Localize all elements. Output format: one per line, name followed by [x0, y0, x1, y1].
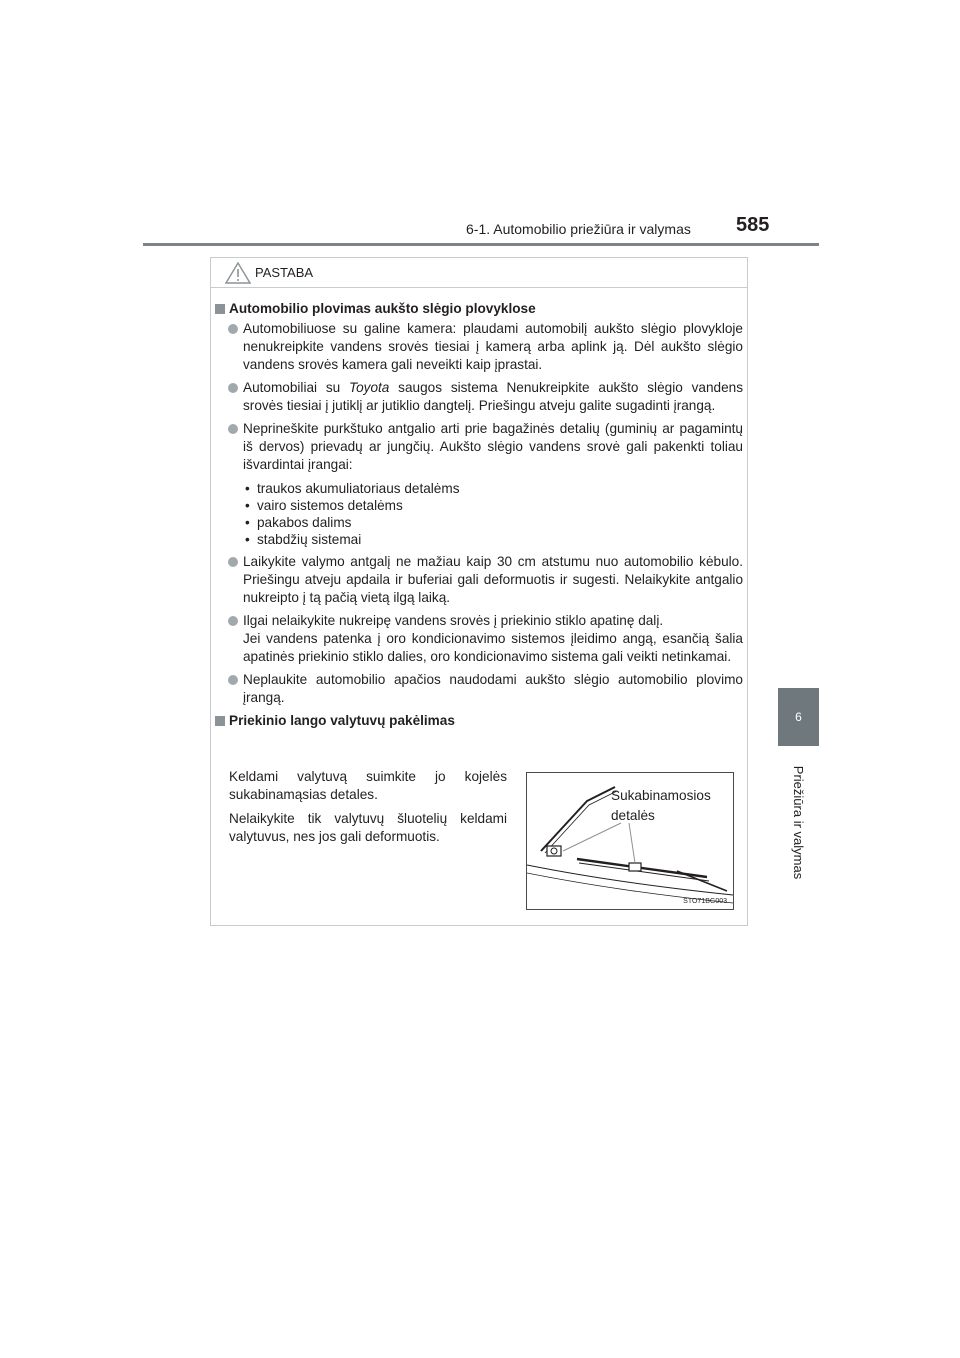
equipment-list [243, 480, 743, 548]
bullet-text: Neprineškite purkštuko antgalio arti prie bagažinės detalių (guminių ar pagamintų iš dervos) prievadų ar jungčių. Aukšto slėgio vandens srovė gali pakenkti toliau išvardintai įrangai: [243, 421, 743, 472]
side-tab-title-text: Priežiūra ir valymas [791, 765, 807, 879]
figure-callout-label [611, 786, 711, 826]
bullet-text-before: Automobiliai su [243, 380, 350, 395]
figure-code: STO71BG003 [683, 898, 727, 905]
section-title-wiper-lift [215, 712, 743, 730]
list-item: • traukos akumuliatoriaus detalėms [243, 480, 743, 497]
callout-line-1: Sukabinamosios [611, 788, 711, 803]
square-bullet-icon [215, 716, 225, 726]
circle-bullet-icon [228, 383, 238, 393]
section-title-text: Priekinio lango valytuvų pakėlimas [229, 713, 455, 728]
page-number: 585 [736, 214, 770, 236]
section-title-text: Automobilio plovimas aukšto slėgio plovyklose [229, 301, 536, 316]
list-item: • stabdžių sistemai [243, 531, 743, 548]
wiper-figure [526, 772, 734, 910]
bullet-text-after: saugos sistema Nenukreipkite aukšto slėgio vandens srovės tiesiai į jutiklį ar jutiklio dangtelį. Priešingu atveju galite sugadinti įrangą. [243, 380, 743, 413]
bullet-text-line2: Jei vandens patenka į oro kondicionavimo sistemos įleidimo angą, esančią šalia apatinės priekinio stiklo dalies, oro kondicionavimo sistema gali veikti netinkamai. [243, 631, 743, 664]
bullet-underbody [215, 671, 743, 707]
circle-bullet-icon [228, 557, 238, 567]
wiper-paragraph-2: Nelaikykite tik valytuvų šluotelių keldami valytuvus, nes jos gali deformuotis. [229, 811, 507, 844]
brand-name: Toyota [349, 380, 390, 395]
bullet-keep-distance [215, 553, 743, 607]
notice-header [211, 258, 747, 288]
wiper-instructions [229, 768, 507, 852]
side-tab-chapter-title [778, 752, 819, 892]
list-item: • pakabos dalims [243, 514, 743, 531]
bullet-text: Neplaukite automobilio apačios naudodami aukšto slėgio automobilio plovimo įrangą. [243, 672, 743, 705]
bullet-toyota-safety [215, 379, 743, 415]
header-rule [143, 243, 819, 246]
square-bullet-icon [215, 304, 225, 314]
notice-content [215, 300, 743, 732]
bullet-text: Laikykite valymo antgalį ne mažiau kaip 30 cm atstumu nuo automobilio kėbulo. Priešingu atveju apdaila ir buferiai gali deformuotis ir sugesti. Nelaikykite antgalio nukreipto į tą pačią vietą ilgą laiką. [243, 554, 743, 605]
section-title-high-pressure-wash [215, 300, 743, 318]
bullet-rear-camera [215, 320, 743, 374]
notice-box [210, 257, 748, 926]
bullet-nozzle-distance [215, 420, 743, 548]
callout-line-2: detalės [611, 808, 655, 823]
circle-bullet-icon [228, 616, 238, 626]
list-item: • vairo sistemos detalėms [243, 497, 743, 514]
circle-bullet-icon [228, 424, 238, 434]
notice-label: PASTABA [255, 265, 314, 280]
bullet-windshield [215, 612, 743, 666]
circle-bullet-icon [228, 675, 238, 685]
bullet-text: Automobiliuose su galine kamera: plaudami automobilį aukšto slėgio plovykloje nenukreipkite vandens srovės tiesiai į kamerą arba aplink ją. Dėl aukšto slėgio vandens srovės kamera gali neveikti kaip įprastai. [243, 321, 743, 372]
warning-triangle-icon [225, 262, 251, 284]
bullet-text-line1: Ilgai nelaikykite nukreipę vandens srovės į priekinio stiklo apatinę dalį. [243, 613, 664, 628]
side-tab-chapter-number: 6 [778, 688, 819, 746]
header-section-title: 6-1. Automobilio priežiūra ir valymas [466, 221, 691, 237]
wiper-paragraph-1: Keldami valytuvą suimkite jo kojelės sukabinamąsias detales. [229, 769, 507, 802]
circle-bullet-icon [228, 324, 238, 334]
